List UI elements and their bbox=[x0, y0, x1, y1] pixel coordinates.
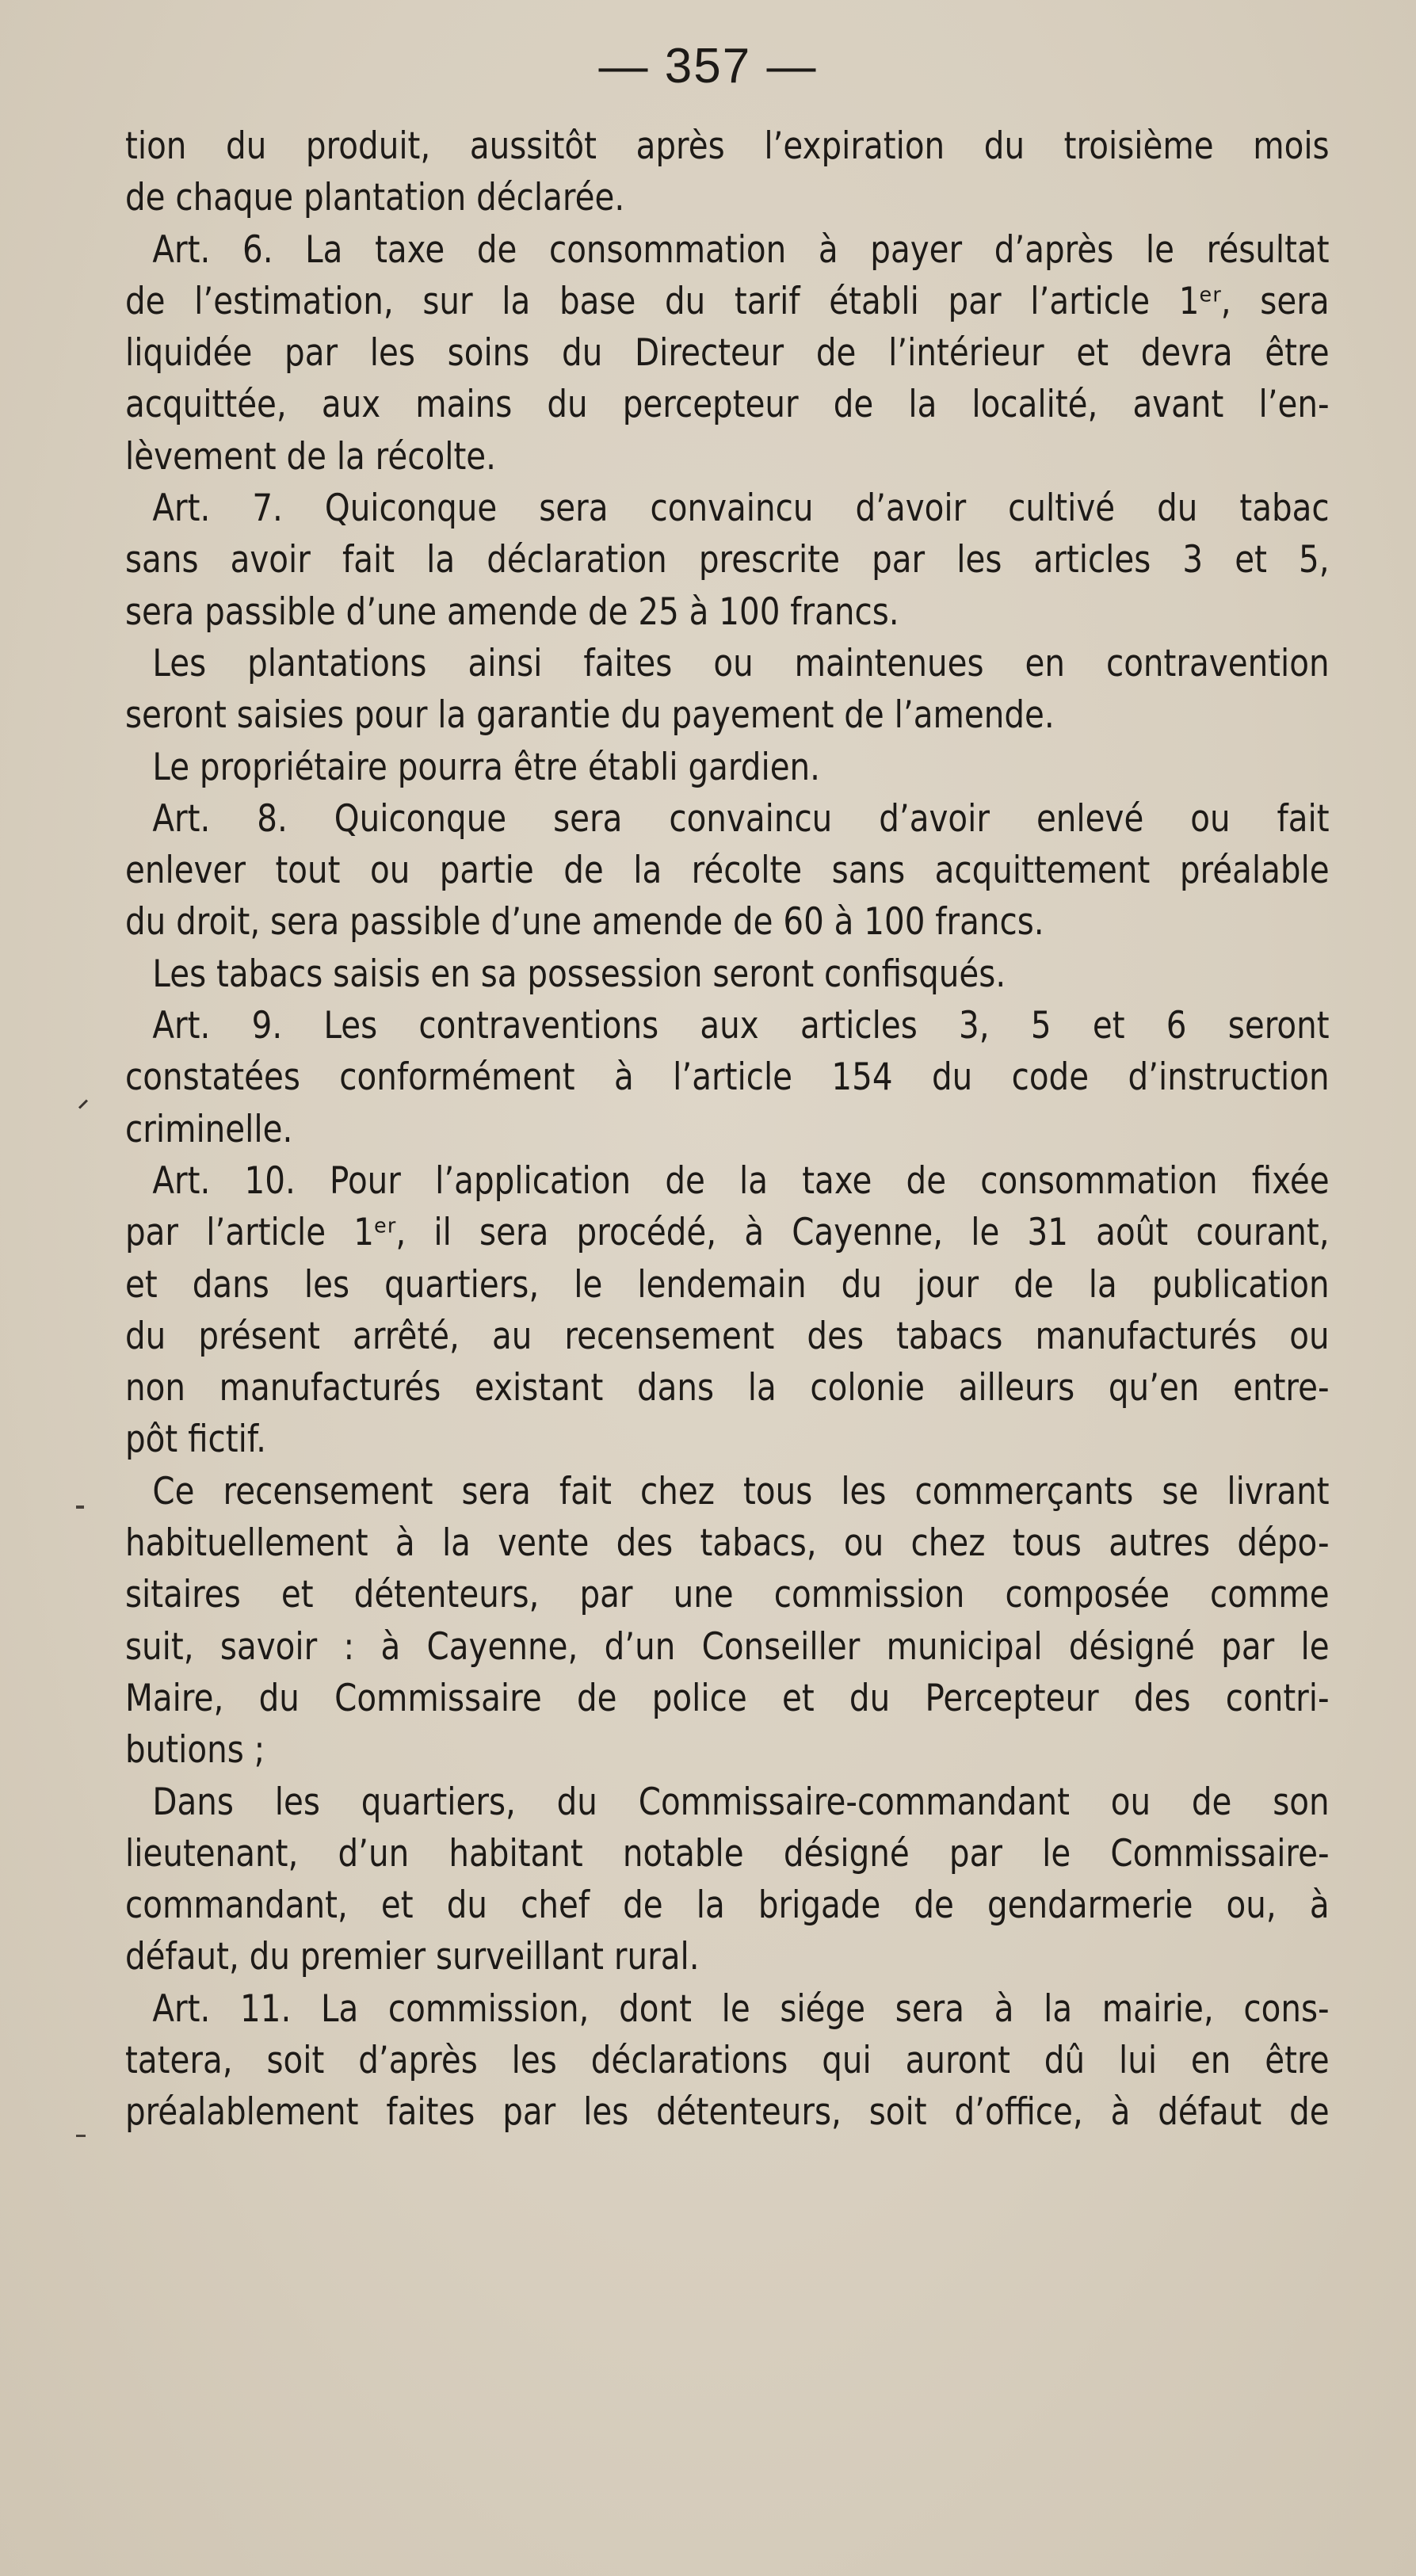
text-line: liquidée par les soins du Directeur de l’intérieur et devra être bbox=[125, 331, 1330, 376]
text-line: seront saisies pour la garantie du payement de l’amende. bbox=[125, 693, 1055, 738]
text-line: constatées conformément à l’article 154 du code d’instruction bbox=[125, 1055, 1330, 1100]
text-line: Art. 8. Quiconque sera convaincu d’avoir enlevé ou fait bbox=[152, 796, 1330, 841]
text-line: Art. 7. Quiconque sera convaincu d’avoir cultivé du tabac bbox=[152, 487, 1330, 531]
page-body-text bbox=[125, 120, 1330, 2139]
page-number-header: — 357 — bbox=[598, 39, 818, 93]
text-line: sera passible d’une amende de 25 à 100 francs. bbox=[125, 590, 899, 634]
text-line: Art. 11. La commission, dont le siége sera à la mairie, cons- bbox=[152, 1986, 1330, 2031]
text-line: commandant, et du chef de la brigade de gendarmerie ou, à bbox=[125, 1883, 1330, 1928]
text-line: Les plantations ainsi faites ou maintenues en contravention bbox=[152, 641, 1330, 685]
text-line: sans avoir fait la déclaration prescrite par les articles 3 et 5, bbox=[125, 538, 1330, 582]
margin-pencil-mark bbox=[76, 1506, 84, 1509]
text-line: par l’article 1ᵉʳ, il sera procédé, à Cayenne, le 31 août courant, bbox=[125, 1211, 1330, 1255]
text-line: Art. 9. Les contraventions aux articles 3, 5 et 6 seront bbox=[152, 1004, 1330, 1048]
text-line: enlever tout ou partie de la récolte sans acquittement préalable bbox=[125, 849, 1330, 893]
text-line: Maire, du Commissaire de police et du Percepteur des contri- bbox=[125, 1676, 1330, 1720]
text-line: Ce recensement sera fait chez tous les commerçants se livrant bbox=[152, 1469, 1330, 1513]
text-line: Dans les quartiers, du Commissaire-commandant ou de son bbox=[152, 1780, 1330, 1824]
text-line: de l’estimation, sur la base du tarif établi par l’article 1ᵉʳ, sera bbox=[125, 279, 1330, 323]
text-line: pôt fictif. bbox=[125, 1418, 266, 1462]
text-line: du présent arrêté, au recensement des tabacs manufacturés ou bbox=[125, 1314, 1330, 1358]
text-line: Le propriétaire pourra être établi gardien. bbox=[152, 745, 821, 789]
text-line: tatera, soit d’après les déclarations qui auront dû lui en être bbox=[125, 2038, 1330, 2082]
text-line: défaut, du premier surveillant rural. bbox=[125, 1935, 700, 1979]
text-line: sitaires et détenteurs, par une commission composée comme bbox=[125, 1573, 1330, 1617]
text-line: de chaque plantation déclarée. bbox=[125, 176, 625, 220]
text-line: acquittée, aux mains du percepteur de la localité, avant l’en- bbox=[125, 383, 1330, 427]
text-line: butions ; bbox=[125, 1728, 265, 1773]
text-line: et dans les quartiers, le lendemain du jour de la publication bbox=[125, 1262, 1330, 1307]
text-line: habituellement à la vente des tabacs, ou chez tous autres dépo- bbox=[125, 1521, 1330, 1566]
text-line: lieutenant, d’un habitant notable désigné par le Commissaire- bbox=[125, 1831, 1330, 1876]
text-line: lèvement de la récolte. bbox=[125, 434, 497, 479]
text-line: criminelle. bbox=[125, 1107, 293, 1151]
text-line: Les tabacs saisis en sa possession seront confisqués. bbox=[152, 952, 1006, 996]
text-line: tion du produit, aussitôt après l’expiration du troisième mois bbox=[125, 124, 1330, 168]
margin-pencil-mark bbox=[78, 1099, 88, 1109]
text-line: suit, savoir : à Cayenne, d’un Conseiller municipal désigné par le bbox=[125, 1624, 1330, 1669]
text-line: Art. 6. La taxe de consommation à payer d’après le résultat bbox=[152, 227, 1330, 272]
text-line: Art. 10. Pour l’application de la taxe de consommation fixée bbox=[152, 1158, 1330, 1203]
text-line: préalablement faites par les détenteurs, soit d’office, à défaut de bbox=[125, 2090, 1330, 2135]
text-line: du droit, sera passible d’une amende de 60 à 100 francs. bbox=[125, 900, 1044, 945]
margin-pencil-mark bbox=[76, 2135, 86, 2137]
text-line: non manufacturés existant dans la colonie ailleurs qu’en entre- bbox=[125, 1366, 1330, 1410]
